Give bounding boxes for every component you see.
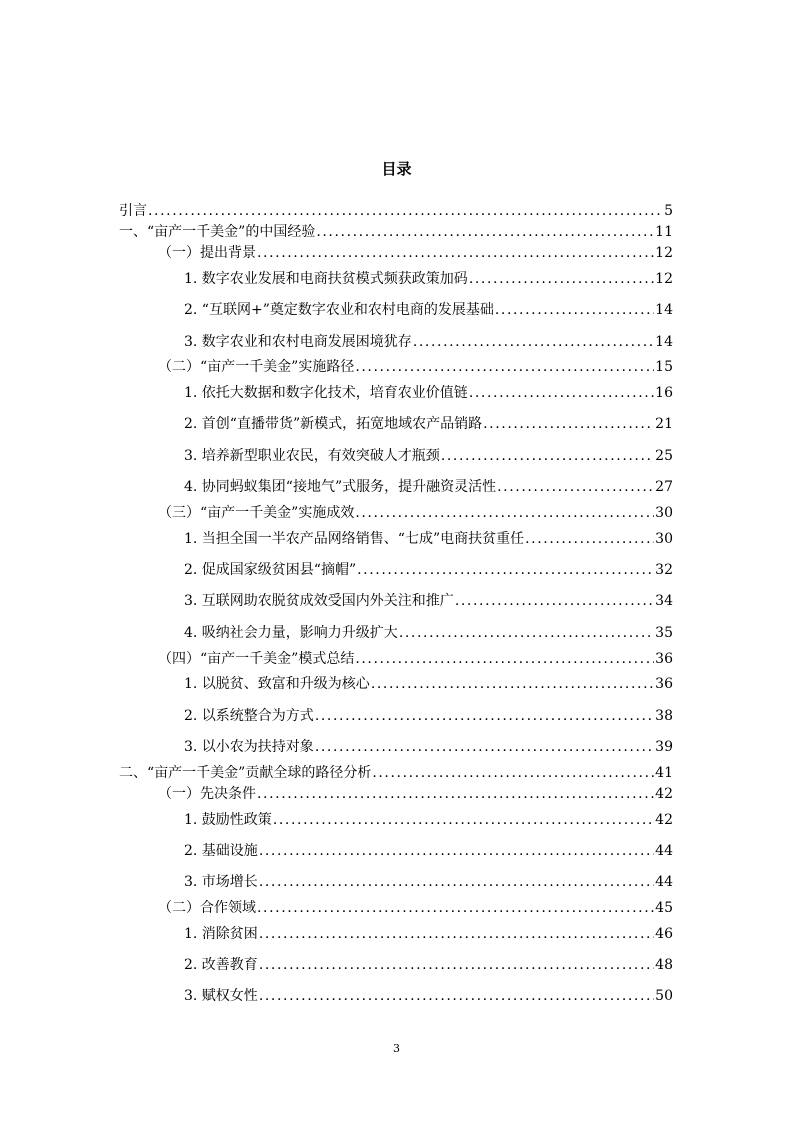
toc-leader-dots bbox=[259, 873, 654, 891]
toc-leader-dots bbox=[259, 987, 654, 1005]
toc-leader-dots bbox=[257, 244, 654, 262]
toc-entry-page: 34 bbox=[655, 593, 673, 609]
toc-leader-dots bbox=[497, 478, 654, 496]
toc-entry-text: （三）“亩产一千美金”实施成效 bbox=[158, 505, 355, 521]
toc-leader-dots bbox=[315, 707, 654, 725]
toc-entry-text: 3. 以小农为扶持对象 bbox=[184, 739, 314, 755]
toc-entry-page: 44 bbox=[655, 843, 673, 859]
toc-entry[interactable] bbox=[184, 707, 673, 725]
toc-entry-page: 27 bbox=[655, 479, 673, 495]
toc-entry-text: 2. 促成国家级贫困县“摘帽” bbox=[184, 562, 357, 578]
toc-entry-text: 1. 消除贫困 bbox=[184, 926, 258, 942]
toc-entry-text: 4. 协同蚂蚁集团“接地气”式服务，提升融资灵活性 bbox=[184, 479, 497, 495]
toc-entry-page: 45 bbox=[655, 900, 673, 916]
toc-entry-text: 4. 吸纳社会力量，影响力升级扩大 bbox=[184, 625, 398, 641]
toc-entry-page: 42 bbox=[655, 812, 673, 828]
toc-entry-text: （四）“亩产一千美金”模式总结 bbox=[158, 651, 355, 667]
toc-entry[interactable] bbox=[158, 244, 673, 262]
toc-entry[interactable] bbox=[184, 925, 673, 943]
toc-entry-page: 35 bbox=[655, 625, 673, 641]
toc-entry[interactable] bbox=[184, 987, 673, 1005]
toc-entry-text: 1. 依托大数据和数字化技术，培育农业价值链 bbox=[184, 385, 468, 401]
toc-entry[interactable] bbox=[184, 333, 673, 351]
toc-entry[interactable] bbox=[119, 202, 673, 220]
toc-entry[interactable] bbox=[184, 478, 673, 496]
toc-entry-page: 44 bbox=[655, 874, 673, 890]
toc-entry-text: 3. 数字农业和农村电商发展困境犹存 bbox=[184, 334, 412, 350]
toc-leader-dots bbox=[525, 530, 654, 548]
toc-entry-text: 引言 bbox=[119, 203, 147, 219]
toc-entry-page: 36 bbox=[655, 676, 673, 692]
toc-entry-text: 2. 改善教育 bbox=[184, 957, 258, 973]
toc-entry-text: （一）提出背景 bbox=[158, 245, 256, 261]
toc-entry-text: 2. 以系统整合为方式 bbox=[184, 708, 314, 724]
toc-entry-text: 3. 市场增长 bbox=[184, 874, 258, 890]
toc-entry-page: 12 bbox=[655, 245, 673, 261]
toc-leader-dots bbox=[257, 899, 654, 917]
toc-leader-dots bbox=[469, 384, 654, 402]
toc-entry[interactable] bbox=[184, 592, 673, 610]
toc-entry-text: 3. 赋权女性 bbox=[184, 988, 258, 1004]
toc-entry[interactable] bbox=[184, 738, 673, 756]
toc-entry-page: 12 bbox=[655, 271, 673, 287]
toc-leader-dots bbox=[355, 358, 654, 376]
toc-entry[interactable] bbox=[184, 956, 673, 974]
toc-leader-dots bbox=[469, 270, 654, 288]
toc-leader-dots bbox=[441, 447, 654, 465]
toc-entry-text: （一）先决条件 bbox=[158, 786, 256, 802]
toc-entry[interactable] bbox=[184, 447, 673, 465]
toc-entry-page: 50 bbox=[655, 988, 673, 1004]
toc-entry-page: 42 bbox=[655, 786, 673, 802]
toc-leader-dots bbox=[259, 925, 654, 943]
toc-entry[interactable] bbox=[158, 899, 673, 917]
toc-entry[interactable] bbox=[184, 624, 673, 642]
toc-entry[interactable] bbox=[119, 764, 673, 782]
toc-leader-dots bbox=[399, 624, 654, 642]
page-number: 3 bbox=[393, 1042, 400, 1055]
toc-entry[interactable] bbox=[184, 842, 673, 860]
toc-entry[interactable] bbox=[184, 384, 673, 402]
toc-entry-page: 30 bbox=[655, 505, 673, 521]
toc-entry-page: 16 bbox=[655, 385, 673, 401]
toc-entry-text: 1. 鼓励性政策 bbox=[184, 812, 272, 828]
toc-entry-page: 48 bbox=[655, 957, 673, 973]
toc-entry-text: 2. 基础设施 bbox=[184, 843, 258, 859]
toc-entry-page: 14 bbox=[655, 334, 673, 350]
toc-entry-text: 一、“亩产一千美金”的中国经验 bbox=[119, 224, 316, 240]
toc-entry-page: 32 bbox=[655, 562, 673, 578]
toc-leader-dots bbox=[257, 785, 654, 803]
toc-entry-text: 3. 培养新型职业农民，有效突破人才瓶颈 bbox=[184, 448, 440, 464]
toc-leader-dots bbox=[355, 504, 654, 522]
toc-leader-dots bbox=[357, 561, 654, 579]
toc-entry-text: （二）“亩产一千美金”实施路径 bbox=[158, 359, 355, 375]
toc-entry[interactable] bbox=[158, 650, 673, 668]
toc-entry-text: 3. 互联网助农脱贫成效受国内外关注和推广 bbox=[184, 593, 454, 609]
toc-entry[interactable] bbox=[184, 270, 673, 288]
toc-entry[interactable] bbox=[158, 504, 673, 522]
toc-entry-page: 46 bbox=[655, 926, 673, 942]
toc-entry-text: 二、“亩产一千美金”贡献全球的路径分析 bbox=[119, 765, 372, 781]
toc-leader-dots bbox=[413, 333, 654, 351]
toc-entry-page: 30 bbox=[655, 531, 673, 547]
toc-entry-page: 39 bbox=[655, 739, 673, 755]
toc-entry[interactable] bbox=[184, 530, 673, 548]
toc-entry[interactable] bbox=[119, 223, 673, 241]
toc-entry[interactable] bbox=[184, 561, 673, 579]
toc-leader-dots bbox=[355, 650, 654, 668]
toc-leader-dots bbox=[495, 301, 654, 319]
toc-leader-dots bbox=[148, 202, 663, 220]
toc-entry-page: 38 bbox=[655, 708, 673, 724]
toc-leader-dots bbox=[259, 842, 654, 860]
toc-entry-page: 11 bbox=[655, 224, 673, 240]
page-title: 目录 bbox=[381, 160, 412, 178]
toc-leader-dots bbox=[455, 592, 654, 610]
toc-entry-text: 1. 当担全国一半农产品网络销售、“七成”电商扶贫重任 bbox=[184, 531, 525, 547]
toc-leader-dots bbox=[371, 675, 654, 693]
toc-entry-page: 36 bbox=[655, 651, 673, 667]
toc-leader-dots bbox=[372, 764, 654, 782]
toc-entry-text: 1. 以脱贫、致富和升级为核心 bbox=[184, 676, 370, 692]
toc-leader-dots bbox=[316, 223, 654, 241]
toc-entry[interactable] bbox=[184, 675, 673, 693]
toc-entry[interactable] bbox=[184, 811, 673, 829]
toc-entry-page: 21 bbox=[655, 416, 673, 432]
toc-entry-text: 1. 数字农业发展和电商扶贫模式频获政策加码 bbox=[184, 271, 468, 287]
toc-entry[interactable] bbox=[158, 785, 673, 803]
toc-entry-page: 14 bbox=[655, 302, 673, 318]
toc-entry[interactable] bbox=[184, 301, 673, 319]
toc-entry-page: 25 bbox=[655, 448, 673, 464]
toc-entry[interactable] bbox=[184, 873, 673, 891]
toc-leader-dots bbox=[483, 415, 654, 433]
toc-entry-page: 5 bbox=[664, 203, 673, 219]
toc-entry[interactable] bbox=[158, 358, 673, 376]
toc-entry-text: 2. “互联网+”奠定数字农业和农村电商的发展基础 bbox=[184, 302, 494, 318]
toc-entry[interactable] bbox=[184, 415, 673, 433]
toc-entry-text: 2. 首创“直播带货”新模式，拓宽地域农产品销路 bbox=[184, 416, 483, 432]
toc-leader-dots bbox=[315, 738, 654, 756]
toc-entry-text: （二）合作领域 bbox=[158, 900, 256, 916]
toc-entry-page: 41 bbox=[655, 765, 673, 781]
toc-entry-page: 15 bbox=[655, 359, 673, 375]
toc-leader-dots bbox=[273, 811, 654, 829]
toc-leader-dots bbox=[259, 956, 654, 974]
